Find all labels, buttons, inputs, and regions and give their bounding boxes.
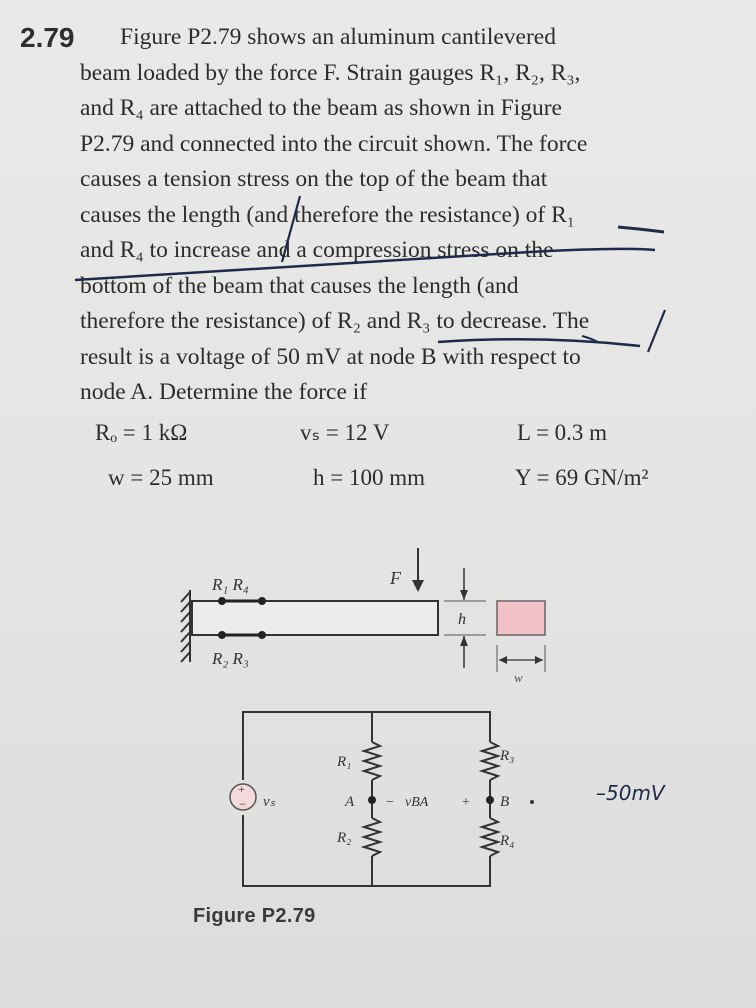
bottom-gauge-label: R₂ R₃ [212, 649, 249, 668]
resistor-r3 [482, 742, 498, 780]
r4-label: R₄ [500, 833, 515, 849]
handwritten-note: –50mV [596, 781, 665, 805]
resistor-r4 [482, 818, 498, 856]
circuit-wiring [243, 712, 490, 886]
source-plus: + [238, 782, 245, 796]
r3-label: R₃ [500, 748, 515, 764]
param-length: L = 0.3 m [517, 420, 608, 445]
param-vs: vₛ = 12 V [300, 420, 390, 445]
beam-cross-section [497, 601, 545, 635]
problem-line: causes a tension stress on the top of the beam that [80, 166, 548, 192]
wall-support [181, 590, 190, 662]
param-height: h = 100 mm [313, 465, 426, 490]
figure-caption: Figure P2.79 [193, 905, 316, 927]
r1-label: R₁ [337, 754, 352, 770]
force-arrowhead [412, 580, 424, 592]
gauge-dot [218, 631, 226, 639]
node-a-dot [368, 796, 376, 804]
vba-label: vBA [405, 795, 429, 810]
problem-line: Figure P2.79 shows an aluminum cantilevered [120, 24, 556, 50]
problem-line: P2.79 and connected into the circuit shown. The force [80, 130, 588, 157]
resistor-r1 [364, 742, 380, 780]
problem-number: 2.79 [20, 22, 75, 53]
width-arrowhead [535, 656, 543, 664]
height-arrowhead [460, 590, 468, 600]
problem-line: and R₄ are attached to the beam as shown in Figure [80, 95, 562, 121]
height-label: h [458, 611, 466, 628]
gauge-dot [258, 597, 266, 605]
problem-line: node A. Determine the force if [80, 379, 368, 405]
top-gauge-label: R₁ R₄ [212, 575, 249, 594]
problem-line: result is a voltage of 50 mV at node B with respect to [80, 343, 581, 370]
cantilever-beam [192, 601, 438, 635]
problem-line: therefore the resistance) of R₂ and R₃ to decrease. The [80, 308, 590, 334]
dot-mark [530, 800, 534, 804]
source-label: vₛ [263, 794, 276, 810]
vba-minus: − [386, 795, 394, 810]
param-modulus: Y = 69 GN/m² [515, 465, 649, 490]
force-label: F [390, 568, 401, 588]
height-arrowhead [460, 636, 468, 646]
vba-plus: + [462, 795, 470, 810]
problem-line: and R₄ to increase and a compression stress on the [80, 237, 554, 263]
resistor-r2 [364, 818, 380, 856]
problem-line: bottom of the beam that causes the length (and [80, 272, 519, 299]
gauge-dot [258, 631, 266, 639]
gauge-dot [218, 597, 226, 605]
node-a-label: A [345, 794, 355, 810]
problem-line: causes the length (and therefore the resistance) of R₁ [80, 201, 575, 228]
param-ro: Rₒ = 1 kΩ [95, 420, 188, 445]
node-b-label: B [500, 794, 510, 810]
width-label: w [514, 670, 523, 685]
r2-label: R₂ [337, 830, 352, 846]
param-width: w = 25 mm [108, 465, 214, 490]
problem-line: beam loaded by the force F. Strain gauges R₁, R₂, R₃, [80, 59, 581, 86]
node-b-dot [486, 796, 494, 804]
source-minus: − [239, 797, 246, 811]
width-arrowhead [499, 656, 507, 664]
